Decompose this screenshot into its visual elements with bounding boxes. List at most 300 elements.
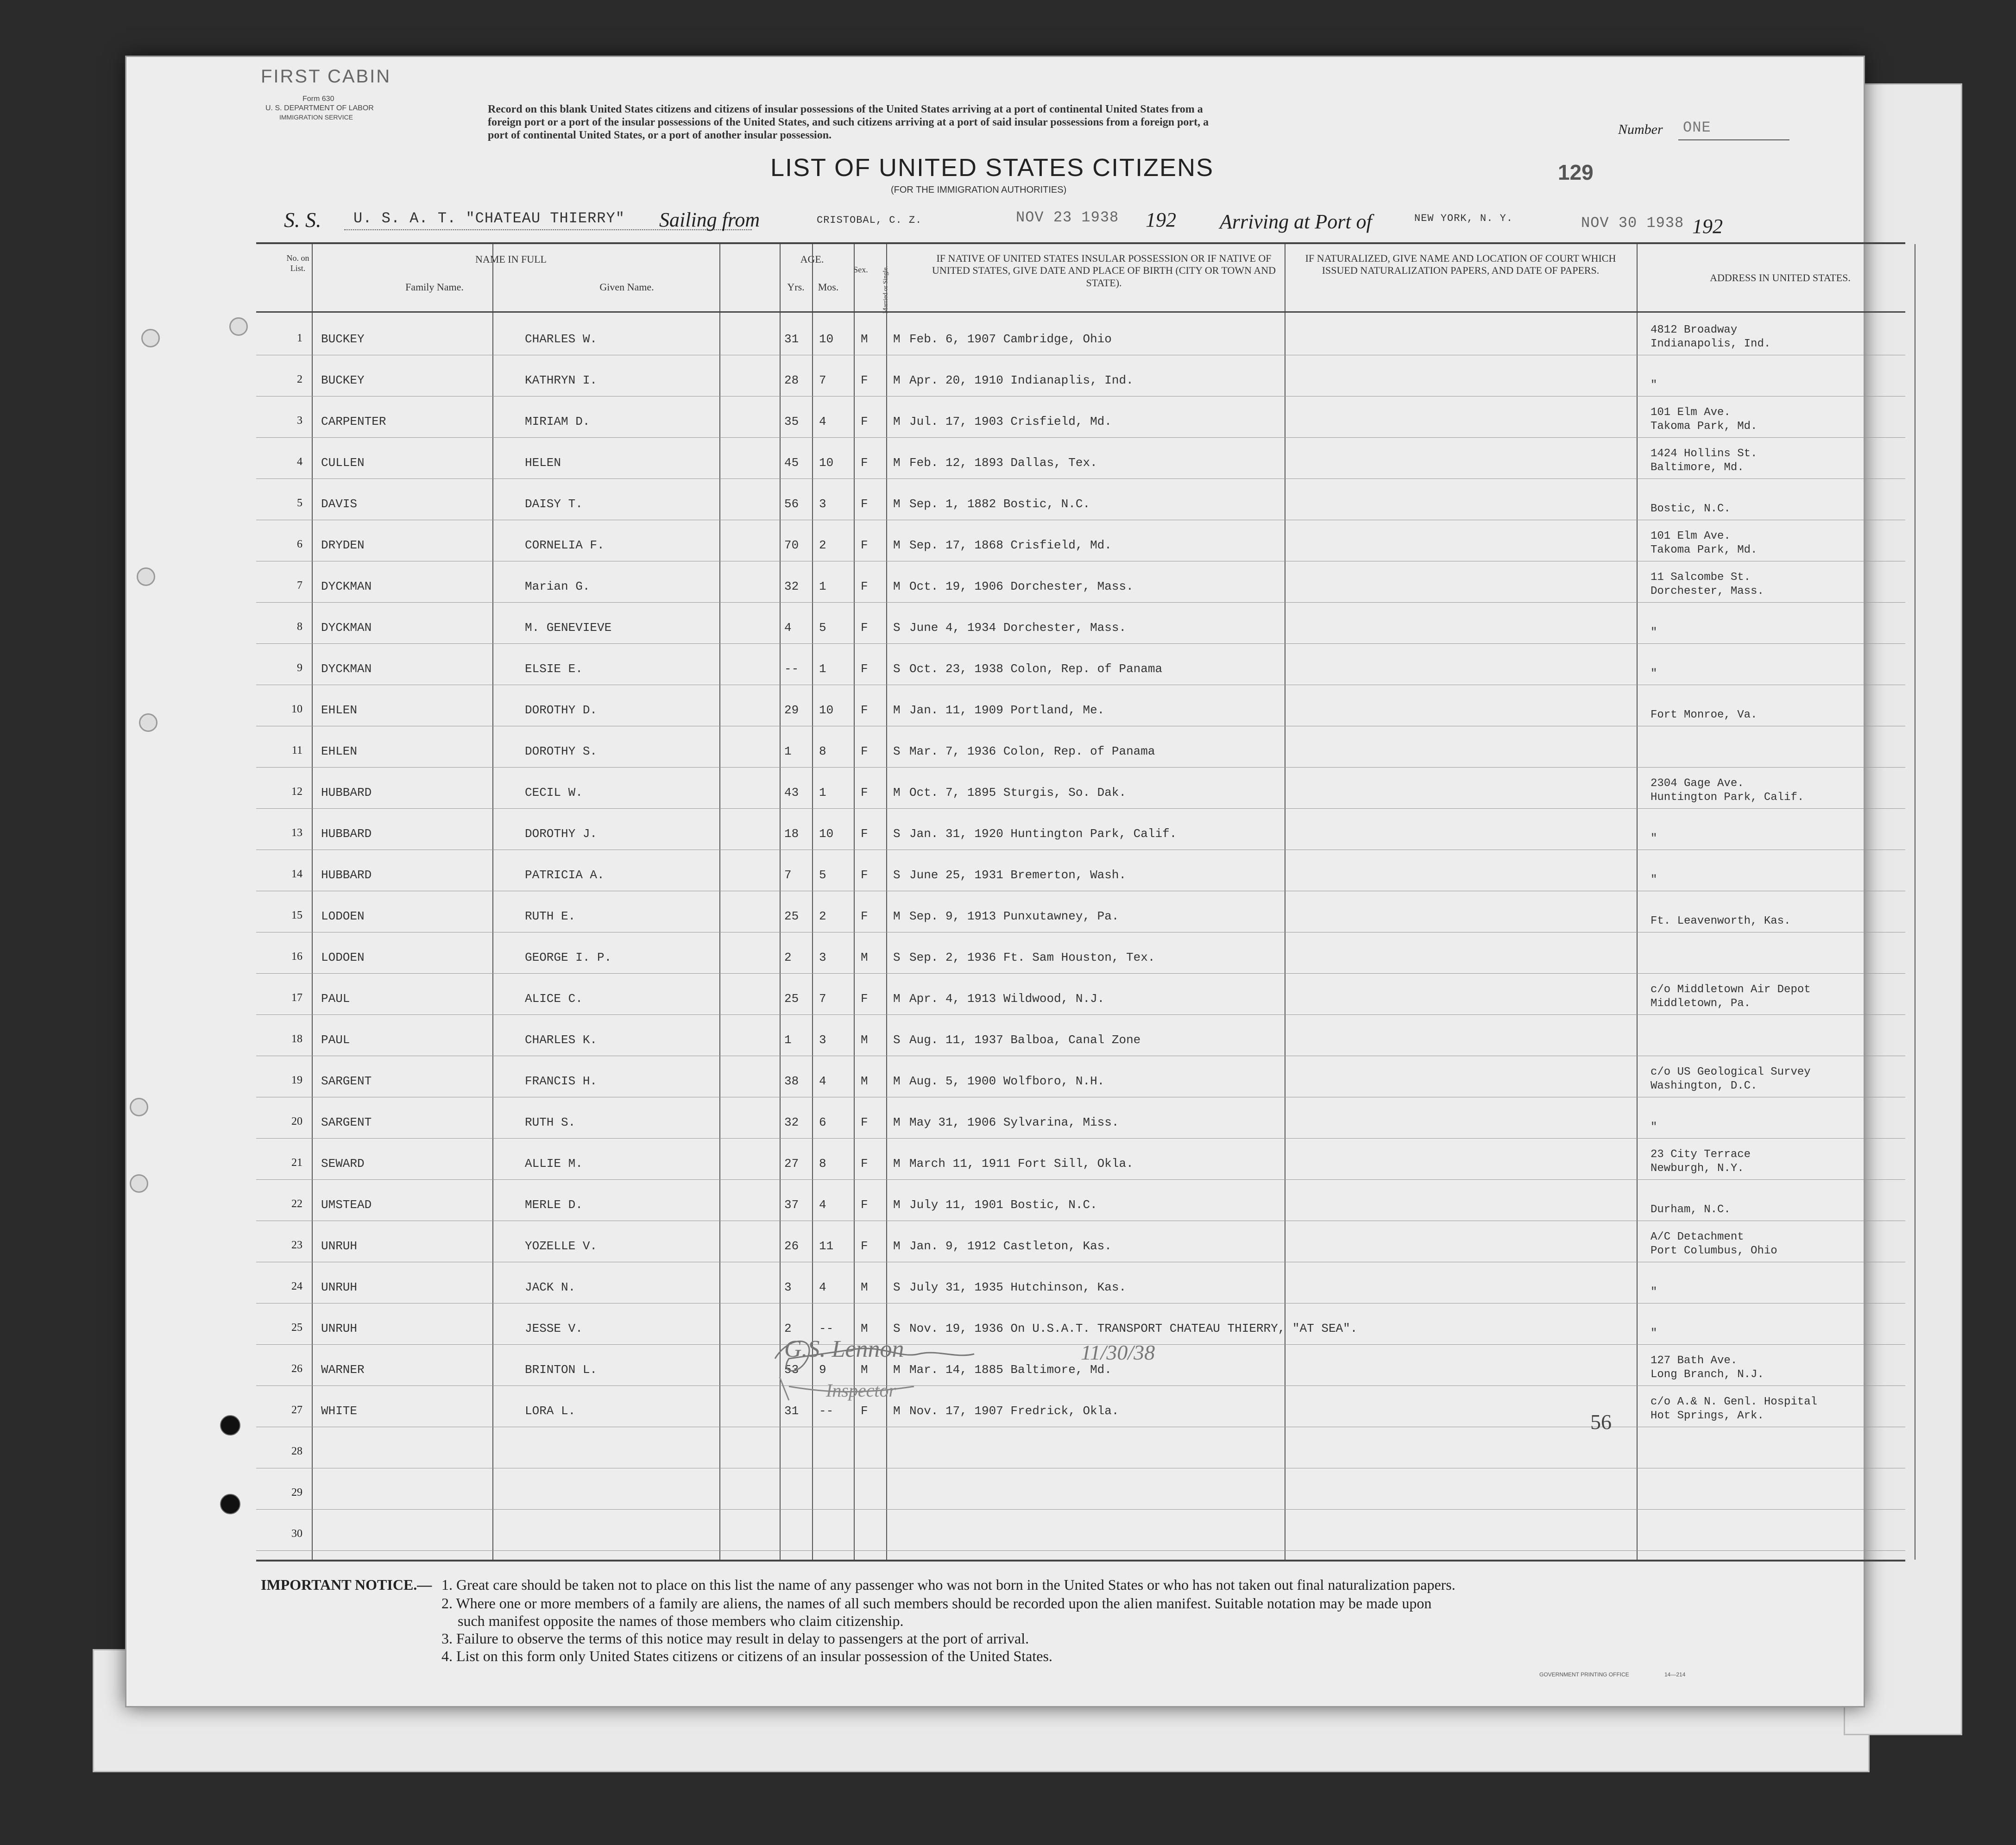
age-years-cell: 1 (784, 744, 792, 758)
age-years-cell: 35 (784, 415, 799, 428)
row-number: 28 (291, 1445, 302, 1457)
birth-cell: Nov. 17, 1907 Fredrick, Okla. (909, 1404, 1119, 1418)
row-number: 13 (291, 827, 302, 839)
marital-status-cell: M (893, 538, 901, 552)
table-row (256, 850, 1905, 891)
sex-cell: F (861, 1404, 868, 1418)
marital-status-cell: S (893, 951, 901, 964)
manifest-sheet (125, 56, 1865, 1707)
row-number: 29 (291, 1486, 302, 1499)
address-line-1: 101 Elm Ave. (1651, 406, 1731, 419)
row-number: 23 (291, 1239, 302, 1251)
address-line-2: Washington, D.C. (1651, 1080, 1758, 1092)
age-months-cell: 3 (819, 951, 826, 964)
row-number: 16 (291, 951, 302, 963)
address-line-1: 4812 Broadway (1651, 324, 1738, 336)
punch-hole (220, 1494, 240, 1514)
family-name-cell: PAUL (321, 1033, 350, 1047)
table-row (256, 932, 1905, 974)
row-number: 18 (291, 1033, 302, 1045)
row-number: 24 (291, 1280, 302, 1292)
birth-cell: Mar. 7, 1936 Colon, Rep. of Panama (909, 744, 1155, 758)
age-years-cell: 45 (784, 456, 799, 470)
table-row (256, 314, 1905, 355)
row-number: 5 (297, 497, 302, 509)
binder-ring-hole (139, 713, 158, 732)
row-number: 3 (297, 415, 302, 427)
given-name-cell: JESSE V. (525, 1322, 583, 1335)
age-years-cell: 70 (784, 538, 799, 552)
age-years-cell: 25 (784, 909, 799, 923)
marital-status-cell: M (893, 415, 901, 428)
marital-status-cell: S (893, 1280, 901, 1294)
address-line-2: Long Branch, N.J. (1651, 1368, 1764, 1381)
given-name-cell: CHARLES W. (525, 332, 598, 346)
binder-ring-hole (137, 567, 155, 586)
birth-cell: Oct. 23, 1938 Colon, Rep. of Panama (909, 662, 1163, 676)
signature-text: G.S. Lennon (784, 1336, 904, 1362)
page-title: LIST OF UNITED STATES CITIZENS (770, 154, 1214, 182)
table-row (256, 685, 1905, 726)
age-years-cell: 31 (784, 332, 799, 346)
marital-status-cell: M (893, 1074, 901, 1088)
age-months-cell: 10 (819, 703, 834, 717)
given-name-cell: ELSIE E. (525, 662, 583, 676)
given-name-cell: HELEN (525, 456, 561, 470)
table-row (256, 479, 1905, 520)
marital-status-cell: M (893, 1198, 901, 1212)
number-underline (1678, 139, 1789, 140)
family-name-cell: HUBBARD (321, 786, 372, 800)
binder-ring-hole (130, 1174, 148, 1193)
row-number: 6 (297, 538, 302, 550)
marital-status-cell: M (893, 332, 901, 346)
age-years-cell: 18 (784, 827, 799, 841)
col-given-name: Given Name. (599, 281, 654, 293)
marital-status-cell: S (893, 662, 901, 676)
family-name-cell: CULLEN (321, 456, 365, 470)
birth-cell: Sep. 9, 1913 Punxutawney, Pa. (909, 909, 1119, 923)
record-instruction-1: Record on this blank United States citizens and citizens of insular possessions of the United States arriving at a port of continental United States from a (488, 103, 1203, 115)
address-line-2: " (1651, 667, 1657, 680)
given-name-cell: CECIL W. (525, 786, 583, 800)
birth-cell: Feb. 6, 1907 Cambridge, Ohio (909, 332, 1112, 346)
sex-cell: F (861, 621, 868, 635)
family-name-cell: WHITE (321, 1404, 358, 1418)
family-name-cell: UMSTEAD (321, 1198, 372, 1212)
given-name-cell: DOROTHY S. (525, 744, 598, 758)
department: U. S. DEPARTMENT OF LABOR (265, 104, 374, 112)
family-name-cell: WARNER (321, 1363, 365, 1377)
sex-cell: F (861, 415, 868, 428)
col-married-single: Married or Single. (882, 265, 889, 314)
given-name-cell: M. GENEVIEVE (525, 621, 612, 635)
inspector-note: Inspector (826, 1380, 896, 1401)
age-years-cell: 53 (784, 1363, 799, 1377)
address-line-1: 2304 Gage Ave. (1651, 777, 1744, 790)
family-name-cell: BUCKEY (321, 332, 365, 346)
row-number: 10 (291, 703, 302, 715)
age-years-cell: 2 (784, 951, 792, 964)
table-row (256, 643, 1905, 685)
table-row (256, 1056, 1905, 1097)
age-years-cell: 43 (784, 786, 799, 800)
marital-status-cell: S (893, 827, 901, 841)
binder-ring-hole (130, 1098, 148, 1116)
sex-cell: F (861, 744, 868, 758)
family-name-cell: DAVIS (321, 497, 358, 511)
age-months-cell: 11 (819, 1239, 834, 1253)
row-number: 22 (291, 1198, 302, 1210)
birth-cell: July 11, 1901 Bostic, N.C. (909, 1198, 1097, 1212)
row-number: 8 (297, 621, 302, 633)
sex-cell: F (861, 373, 868, 387)
col-yrs: Yrs. (787, 281, 805, 293)
col-age: AGE. (800, 253, 824, 265)
address-line-1: 127 Bath Ave. (1651, 1354, 1738, 1367)
given-name-cell: CORNELIA F. (525, 538, 605, 552)
row-number: 20 (291, 1115, 302, 1127)
table-row (256, 1179, 1905, 1221)
age-months-cell: 10 (819, 332, 834, 346)
address-line-2: " (1651, 874, 1657, 886)
marital-status-cell: S (893, 868, 901, 882)
birth-cell: Mar. 14, 1885 Baltimore, Md. (909, 1363, 1112, 1377)
given-name-cell: JACK N. (525, 1280, 576, 1294)
birth-cell: May 31, 1906 Sylvarina, Miss. (909, 1115, 1119, 1129)
sex-cell: M (861, 1363, 868, 1377)
family-name-cell: LODOEN (321, 909, 365, 923)
table-row (256, 561, 1905, 603)
given-name-cell: DAISY T. (525, 497, 583, 511)
address-line-2: Dorchester, Mass. (1651, 585, 1764, 598)
table-row (256, 726, 1905, 768)
age-months-cell: 4 (819, 1198, 826, 1212)
sex-cell: F (861, 497, 868, 511)
address-line-2: Takoma Park, Md. (1651, 420, 1758, 433)
birth-cell: June 25, 1931 Bremerton, Wash. (909, 868, 1127, 882)
address-line-2: Ft. Leavenworth, Kas. (1651, 915, 1791, 927)
service: IMMIGRATION SERVICE (279, 113, 353, 121)
address-line-2: Newburgh, N.Y. (1651, 1162, 1744, 1175)
family-name-cell: BUCKEY (321, 373, 365, 387)
age-months-cell: 2 (819, 538, 826, 552)
family-name-cell: LODOEN (321, 951, 365, 964)
table-row (256, 602, 1905, 644)
age-months-cell: 4 (819, 415, 826, 428)
birth-cell: Jul. 17, 1903 Crisfield, Md. (909, 415, 1112, 428)
family-name-cell: DYCKMAN (321, 662, 372, 676)
address-line-1: 1424 Hollins St. (1651, 447, 1758, 460)
marital-status-cell: M (893, 992, 901, 1006)
marital-status-cell: M (893, 456, 901, 470)
age-months-cell: 5 (819, 868, 826, 882)
table-row (256, 1427, 1905, 1468)
arriving-date: NOV 30 1938 (1581, 214, 1684, 232)
birth-cell: July 31, 1935 Hutchinson, Kas. (909, 1280, 1127, 1294)
address-line-1: 101 Elm Ave. (1651, 530, 1731, 542)
age-months-cell: -- (819, 1322, 834, 1335)
record-instruction-2: foreign port or a port of the insular possessions of the United States, and such citizens arriving at a port of said insular possessions from a foreign port, a (488, 116, 1209, 128)
address-line-2: " (1651, 1286, 1657, 1298)
birth-cell: Aug. 5, 1900 Wolfboro, N.H. (909, 1074, 1105, 1088)
sex-cell: F (861, 868, 868, 882)
family-name-cell: CARPENTER (321, 415, 386, 428)
age-years-cell: 37 (784, 1198, 799, 1212)
age-years-cell: 2 (784, 1322, 792, 1335)
punch-hole (220, 1415, 240, 1436)
address-line-2: Port Columbus, Ohio (1651, 1245, 1777, 1257)
age-years-cell: 28 (784, 373, 799, 387)
address-line-1: c/o Middletown Air Depot (1651, 983, 1811, 996)
marital-status-cell: M (893, 909, 901, 923)
sex-cell: F (861, 579, 868, 593)
birth-cell: Oct. 7, 1895 Sturgis, So. Dak. (909, 786, 1127, 800)
row-number: 1 (297, 332, 302, 344)
birth-cell: Jan. 31, 1920 Huntington Park, Calif. (909, 827, 1177, 841)
sailing-label: Sailing from (659, 208, 760, 231)
age-months-cell: 5 (819, 621, 826, 635)
col-mos: Mos. (818, 281, 839, 293)
birth-cell: Feb. 12, 1893 Dallas, Tex. (909, 456, 1097, 470)
family-name-cell: EHLEN (321, 703, 358, 717)
family-name-cell: DYCKMAN (321, 579, 372, 593)
given-name-cell: RUTH S. (525, 1115, 576, 1129)
col-no-on-list: No. on List. (286, 253, 309, 273)
ship-name: U. S. A. T. "CHATEAU THIERRY" (353, 210, 625, 227)
address-line-2: " (1651, 1327, 1657, 1340)
notice-item-2b: such manifest opposite the names of those members who claim citizenship. (458, 1612, 904, 1629)
col-name-in-full: NAME IN FULL (475, 253, 547, 265)
marital-status-cell: M (893, 497, 901, 511)
address-line-2: " (1651, 1121, 1657, 1133)
age-years-cell: 32 (784, 579, 799, 593)
birth-cell: Nov. 19, 1936 On U.S.A.T. TRANSPORT CHATEAU THIERRY, "AT SEA". (909, 1322, 1358, 1335)
marital-status-cell: M (893, 1115, 901, 1129)
age-months-cell: 7 (819, 992, 826, 1006)
notice-heading: IMPORTANT NOTICE.— (261, 1576, 432, 1593)
header-rule (256, 311, 1905, 313)
arriving-port: NEW YORK, N. Y. (1414, 213, 1513, 224)
age-years-cell: 25 (784, 992, 799, 1006)
birth-cell: Sep. 17, 1868 Crisfield, Md. (909, 538, 1112, 552)
address-line-1: c/o A.& N. Genl. Hospital (1651, 1396, 1818, 1408)
sex-cell: M (861, 1074, 868, 1088)
binder-ring-hole (229, 317, 248, 336)
marital-status-cell: S (893, 1322, 901, 1335)
address-line-2: " (1651, 832, 1657, 845)
age-years-cell: 7 (784, 868, 792, 882)
col-address: ADDRESS IN UNITED STATES. (1710, 272, 1851, 283)
age-years-cell: 32 (784, 1115, 799, 1129)
age-months-cell: 10 (819, 456, 834, 470)
sailing-date: NOV 23 1938 (1016, 209, 1119, 226)
given-name-cell: FRANCIS H. (525, 1074, 598, 1088)
given-name-cell: DOROTHY D. (525, 703, 598, 717)
age-years-cell: 56 (784, 497, 799, 511)
sex-cell: F (861, 1239, 868, 1253)
cabin-class: FIRST CABIN (261, 66, 391, 87)
sex-cell: M (861, 332, 868, 346)
sailing-year: 192 (1146, 208, 1176, 231)
notice-item-2a: 2. Where one or more members of a family are aliens, the names of all such members should be recorded upon the alien manifest. Suitable notation may be made upon (441, 1595, 1432, 1612)
marital-status-cell: M (893, 1239, 901, 1253)
marital-status-cell: M (893, 1157, 901, 1171)
printer-imprint: GOVERNMENT PRINTING OFFICE (1539, 1671, 1629, 1678)
address-line-1: 23 City Terrace (1651, 1148, 1751, 1161)
address-line-2: Hot Springs, Ark. (1651, 1410, 1764, 1422)
sex-cell: M (861, 1322, 868, 1335)
table-row (256, 396, 1905, 438)
sex-cell: F (861, 1115, 868, 1129)
given-name-cell: MIRIAM D. (525, 415, 590, 428)
table-row (256, 437, 1905, 479)
family-name-cell: UNRUH (321, 1322, 358, 1335)
birth-cell: Jan. 11, 1909 Portland, Me. (909, 703, 1105, 717)
age-months-cell: 9 (819, 1363, 826, 1377)
sex-cell: F (861, 1198, 868, 1212)
birth-cell: Sep. 1, 1882 Bostic, N.C. (909, 497, 1090, 511)
age-months-cell: 8 (819, 744, 826, 758)
table-row (256, 891, 1905, 932)
age-months-cell: 10 (819, 827, 834, 841)
age-months-cell: 4 (819, 1280, 826, 1294)
age-months-cell: 4 (819, 1074, 826, 1088)
given-name-cell: BRINTON L. (525, 1363, 598, 1377)
family-name-cell: DYCKMAN (321, 621, 372, 635)
address-line-2: Indianapolis, Ind. (1651, 338, 1771, 350)
address-line-1: c/o US Geological Survey (1651, 1066, 1811, 1078)
birth-cell: Apr. 4, 1913 Wildwood, N.J. (909, 992, 1105, 1006)
family-name-cell: SEWARD (321, 1157, 365, 1171)
given-name-cell: LORA L. (525, 1404, 576, 1418)
sailing-port: CRISTOBAL, C. Z. (817, 214, 922, 226)
table-row (256, 355, 1905, 397)
row-number: 26 (291, 1363, 302, 1375)
sex-cell: F (861, 786, 868, 800)
row-number: 21 (291, 1157, 302, 1169)
age-months-cell: 1 (819, 786, 826, 800)
table-row (256, 520, 1905, 561)
given-name-cell: DOROTHY J. (525, 827, 598, 841)
family-name-cell: DRYDEN (321, 538, 365, 552)
marital-status-cell: M (893, 1404, 901, 1418)
age-years-cell: 3 (784, 1280, 792, 1294)
age-years-cell: 38 (784, 1074, 799, 1088)
table-row (256, 1509, 1905, 1551)
marital-status-cell: M (893, 373, 901, 387)
given-name-cell: ALICE C. (525, 992, 583, 1006)
given-name-cell: RUTH E. (525, 909, 576, 923)
arriving-label: Arriving at Port of (1220, 210, 1372, 233)
marital-status-cell: M (893, 579, 901, 593)
given-name-cell: MERLE D. (525, 1198, 583, 1212)
address-line-2: " (1651, 379, 1657, 391)
age-months-cell: 3 (819, 497, 826, 511)
address-line-2: Takoma Park, Md. (1651, 544, 1758, 556)
sex-cell: F (861, 909, 868, 923)
row-number: 30 (291, 1528, 302, 1540)
page-subtitle: (FOR THE IMMIGRATION AUTHORITIES) (891, 185, 1067, 195)
age-years-cell: 29 (784, 703, 799, 717)
family-name-cell: UNRUH (321, 1280, 358, 1294)
sex-cell: M (861, 1280, 868, 1294)
table-row (256, 1097, 1905, 1139)
age-months-cell: 6 (819, 1115, 826, 1129)
row-number: 25 (291, 1322, 302, 1334)
form-code: 14—214 (1664, 1671, 1686, 1678)
sex-cell: F (861, 827, 868, 841)
sex-cell: F (861, 992, 868, 1006)
col-birth: IF NATIVE OF UNITED STATES INSULAR POSSESSION OR IF NATIVE OF UNITED STATES, GIVE DATE AND PLACE OF BIRTH (CITY OR TOWN AND STATE). (932, 252, 1276, 289)
row-number: 12 (291, 786, 302, 798)
address-line-2: Fort Monroe, Va. (1651, 709, 1758, 721)
form-number: Form 630 (302, 95, 334, 103)
age-months-cell: 3 (819, 1033, 826, 1047)
table-row (256, 1014, 1905, 1056)
row-number: 9 (297, 662, 302, 674)
col-naturalized: IF NATURALIZED, GIVE NAME AND LOCATION OF COURT WHICH ISSUED NATURALIZATION PAPERS, AND DATE OF PAPERS. (1305, 252, 1616, 277)
age-months-cell: -- (819, 1404, 834, 1418)
birth-cell: Apr. 20, 1910 Indianaplis, Ind. (909, 373, 1134, 387)
birth-cell: Oct. 19, 1906 Dorchester, Mass. (909, 579, 1134, 593)
birth-cell: Sep. 2, 1936 Ft. Sam Houston, Tex. (909, 951, 1155, 964)
age-months-cell: 8 (819, 1157, 826, 1171)
table-row (256, 767, 1905, 809)
address-line-1: A/C Detachment (1651, 1231, 1744, 1243)
marital-status-cell: M (893, 703, 901, 717)
row-number: 15 (291, 909, 302, 921)
sex-cell: F (861, 456, 868, 470)
address-line-2: Middletown, Pa. (1651, 997, 1751, 1010)
record-instruction-3: port of continental United States, or a port of another insular possession. (488, 129, 832, 141)
sex-cell: F (861, 1157, 868, 1171)
age-months-cell: 2 (819, 909, 826, 923)
given-name-cell: Marian G. (525, 579, 590, 593)
notice-item-1: 1. Great care should be taken not to place on this list the name of any passenger who was not born in the United States or who has not taken out final naturalization papers. (441, 1576, 1455, 1593)
address-line-1: 11 Salcombe St. (1651, 571, 1751, 584)
age-years-cell: 4 (784, 621, 792, 635)
number-value: ONE (1683, 119, 1711, 136)
age-years-cell: 27 (784, 1157, 799, 1171)
sex-cell: M (861, 951, 868, 964)
marital-status-cell: S (893, 744, 901, 758)
arriving-year: 192 (1692, 215, 1723, 238)
sex-cell: F (861, 703, 868, 717)
page-stamp: 129 (1558, 160, 1594, 184)
row-number: 14 (291, 868, 302, 880)
table-row (256, 1262, 1905, 1303)
number-label: Number (1618, 122, 1663, 137)
birth-cell: March 11, 1911 Fort Sill, Okla. (909, 1157, 1134, 1171)
table-row (256, 1138, 1905, 1180)
notice-item-3: 3. Failure to observe the terms of this notice may result in delay to passengers at the port of arrival. (441, 1630, 1029, 1647)
given-name-cell: PATRICIA A. (525, 868, 605, 882)
table-row (256, 973, 1905, 1015)
family-name-cell: SARGENT (321, 1115, 372, 1129)
ss-label: S. S. (284, 208, 321, 232)
row-number: 7 (297, 579, 302, 592)
age-months-cell: 1 (819, 579, 826, 593)
binder-ring-hole (141, 329, 160, 347)
age-years-cell: 26 (784, 1239, 799, 1253)
given-name-cell: KATHRYN I. (525, 373, 598, 387)
row-number: 17 (291, 992, 302, 1004)
given-name-cell: YOZELLE V. (525, 1239, 598, 1253)
age-months-cell: 1 (819, 662, 826, 676)
row-number: 11 (291, 744, 302, 756)
sex-cell: F (861, 662, 868, 676)
